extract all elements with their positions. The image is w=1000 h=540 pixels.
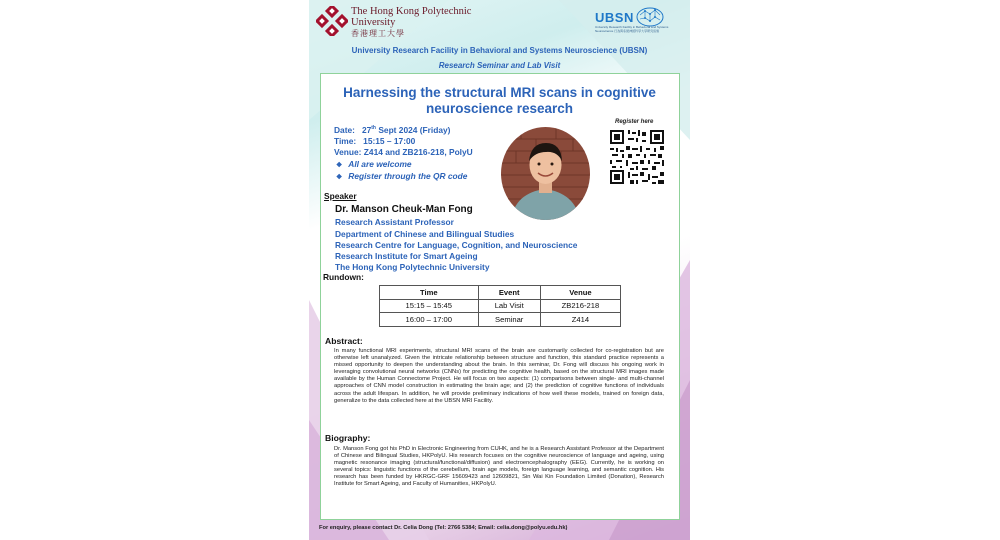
affiliation-line: Research Centre for Language, Cognition, and Neuroscience [335, 240, 578, 250]
diamond-bullet-icon: ❖ [336, 174, 343, 181]
ubsn-subtitle: University Research Facility in Behavioral and Systems Neuroscience 行為與系統神經科學大學研究設施 [595, 25, 669, 33]
university-name-zh: 香港理工大學 [351, 29, 405, 38]
time-line [334, 136, 415, 146]
abstract-text: In many functional MRI experiments, structural MRI scans of the brain are customarily collected for co-registration but are otherwise left unanalyzed. Given the intricate relationship between structure and function, this standard practice represents a missed opportunity to deepen the understanding about the brain. In this seminar, Dr. Fong will discuss his ongoing work in leveraging convolutional neural networks (CNNs) for predicting the cognitive health, based on the structural MRI images made available by the Human Connectome Project. He will focus on two aspects: (1) comparisons between single- and multi-channel approaches of CNN model construction in estimating the brain age; and (2) the prediction of cognitive functions of individuals across the adult lifespan. In addition, he will provide preliminary indications of how well these models, trained on foreign data, generalize to the data collected here at the UBSN MRI Facility. [334, 348, 664, 404]
table-header-row [380, 286, 621, 300]
facility-title: University Research Facility in Behavioral and Systems Neuroscience (UBSN) [351, 46, 648, 55]
biography-text: Dr. Manson Fong got his PhD in Electronic Engineering from CUHK, and he is a Research Assistant Professor at the Department of Chinese and Bilingual Studies, HKPolyU. His research focuses on the cognitive neuroscience of language and ageing, using magnetic resonance imaging (structural/functional/diffusion) and electroencephalography (EEG). Currently, he is working on several topics: linguistic functions of the cerebellum, brain age models, foreign language learning, and semantic cognition. His research has been funded by HKRGC-GRF 15609423 and 12609821, Sin Wai Kin Foundation Limited (Donation), Research Institute for Smart Ageing, and Faculty of Humanities, HKPolyU. [334, 446, 664, 488]
date-label: Date: [334, 125, 355, 135]
table-row [380, 299, 621, 313]
date-rest: Sept 2024 (Friday) [376, 125, 451, 135]
seminar-poster [309, 0, 690, 540]
date-line [334, 125, 450, 135]
diamond-bullet-icon: ❖ [336, 162, 343, 169]
time-value: 15:15 – 17:00 [363, 136, 416, 146]
affiliation-line: Research Assistant Professor [335, 217, 454, 227]
biography-heading: Biography: [325, 433, 371, 443]
speaker-heading: Speaker [324, 191, 357, 201]
table-cell: Lab Visit [478, 299, 540, 313]
university-name-en: The Hong Kong Polytechnic University [351, 6, 472, 28]
register-label: Register here [615, 119, 654, 125]
table-cell: ZB216-218 [540, 299, 620, 313]
bullet-welcome [336, 159, 412, 169]
talk-title: Harnessing the structural MRI scans in cognitive neuroscience research [343, 85, 656, 116]
venue-line [334, 147, 473, 157]
column-header: Time [380, 286, 479, 300]
affiliation-line: Research Institute for Smart Ageing [335, 251, 478, 261]
table-cell: 16:00 – 17:00 [380, 313, 479, 327]
bullet-text: All are welcome [348, 159, 412, 169]
abstract-heading: Abstract: [325, 336, 363, 346]
bullet-text: Register through the QR code [348, 171, 468, 181]
table-cell: Seminar [478, 313, 540, 327]
date-suffix: th [371, 125, 376, 132]
ubsn-logo-text: UBSN [595, 10, 634, 25]
qr-code-icon[interactable] [608, 128, 666, 186]
polyu-logo [316, 6, 348, 36]
column-header: Venue [540, 286, 620, 300]
affiliation-line: Department of Chinese and Bilingual Studies [335, 229, 515, 239]
event-subtitle: Research Seminar and Lab Visit [438, 61, 561, 70]
column-header: Event [478, 286, 540, 300]
time-label: Time: [334, 136, 357, 146]
table-row [380, 313, 621, 327]
venue-label: Venue: [334, 147, 362, 157]
venue-value: Z414 and ZB216-218, PolyU [363, 147, 473, 157]
affiliation-line: The Hong Kong Polytechnic University [335, 262, 490, 272]
table-cell: Z414 [540, 313, 620, 327]
rundown-table [379, 285, 621, 327]
rundown-heading: Rundown: [323, 272, 364, 282]
date-day: 27 [361, 125, 372, 135]
bullet-register [336, 171, 467, 181]
table-cell: 15:15 – 15:45 [380, 299, 479, 313]
enquiry-text: For enquiry, please contact Dr. Celia Dong (Tel: 2766 5384; Email: celia.dong@polyu.edu.hk) [319, 525, 568, 531]
speaker-photo [501, 127, 590, 220]
speaker-name: Dr. Manson Cheuk-Man Fong [335, 204, 473, 215]
